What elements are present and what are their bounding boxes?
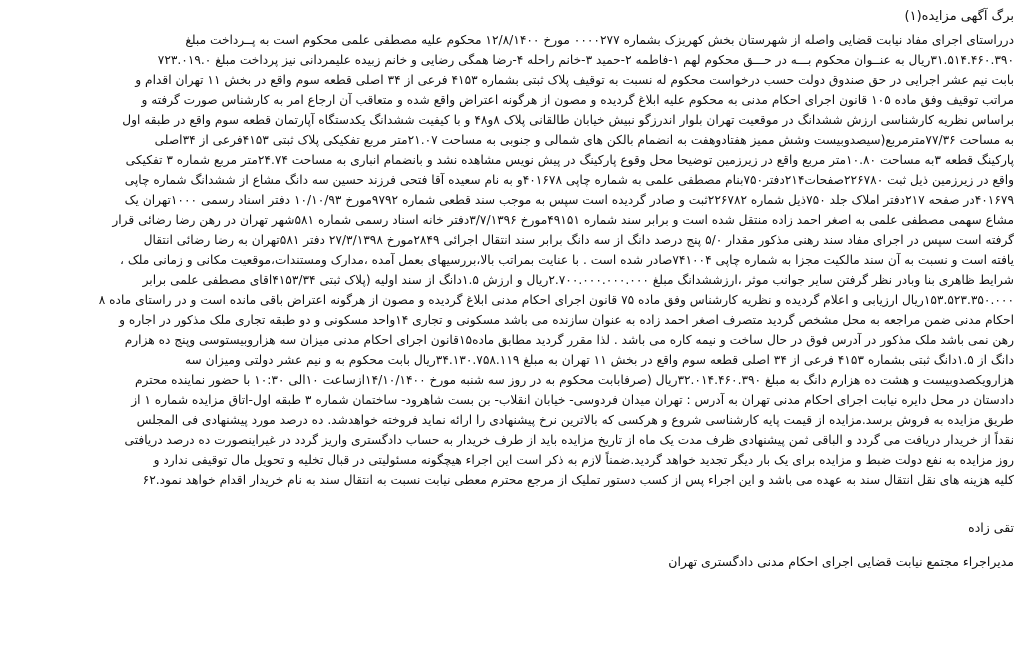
- issuer-title: مدیراجراء مجتمع نیابت قضایی اجرای احکام مدنی دادگستری تهران: [668, 554, 1014, 569]
- notice-line: طریق مزایده به فروش برسد.مزایده از قیمت پایه کارشناسی شروع و هرکسی که بالاترین نرخ پیشنهادی را ارائه نماید فروخته خواهدشد. ده درصد مورد پیشنهادی فی المجلس: [136, 413, 1014, 427]
- notice-line: یافته است و نسبت به آن سند مالکیت مجزا به شماره چاپی ۷۴۱۰۰۴صادر شده است . با عنایت بمراتب بالا،بررسیهای بعمل آمده ،مدارک ومستندات،موقعیت مکانی و زمانی ملک ،: [120, 253, 1014, 267]
- notice-title: برگ آگهی مزایده(۱): [904, 9, 1014, 24]
- notice-line: رهن نمی باشد ملک مذکور در آدرس فوق در حال ساخت و نیمه کاره می باشد . لذا مقرر گردید مطابق ماده۱۵قانون اجرای احکام مدنی میزان سه هزاروبیستوسی وپنج ده هزارم: [124, 333, 1014, 347]
- notice-line: گرفته است سپس در اجرای مفاد سند رهنی مذکور مقدار ۵/۰ پنج درصد دانگ از سه دانگ برابر سند انتقال اجرائی ۲۸۴۹مورخ ۲۷/۳/۱۳۹۸ دفتر ۵۸۱تهران به رضا رضائی انتقال: [143, 233, 1014, 247]
- notice-line: واقع در زیرزمین ذیل ثبت ۲۲۶۷۸۰صفحات۲۱۴دفتر۷۵۰بنام مصطفی علمی به شماره چاپی ۴۰۱۶۷۸و به نام سعیده آقا فتحی فرزند حسین سه دانگ مشاع از ششدانگ شماره چاپی: [124, 173, 1014, 187]
- notice-line: دانگ از ۱.۵دانگ ثبتی بشماره ۴۱۵۳ فرعی از ۳۴ اصلی قطعه سوم واقع در بخش ۱۱ تهران به مبلغ ۳۴.۱۳۰.۷۵۸.۱۱۹ریال بابت محکوم به و نیم عشر دولتی ومیزان سه: [185, 353, 1014, 367]
- notice-line: ۳۱.۵۱۴.۴۶۰.۳۹۰ریال به عنــوان محکوم بـــه در حـــق محکوم لهم ۱-فاطمه ۲-حمید ۳-خانم راحله ۴-رضا همگی رضایی و خانم زبیده علیمردانی نیز پرداخت مبلغ ۷۲۳.۰۱۹.۰: [157, 53, 1014, 67]
- notice-line: درراستای اجرای مفاد نیابت قضایی واصله از شهرستان بخش کهریزک بشماره ۰۰۰۰۲۷۷ مورخ ۱۲/۸/۱۴۰۰ محکوم علیه مصطفی علمی محکوم است به پــرداخت مبلغ: [185, 33, 1014, 47]
- notice-line: ۱۵۳.۵۲۳.۳۵۰.۰۰۰ریال ارزیابی و اعلام گردیده و نظریه کارشناس وفق ماده ۷۵ قانون اجرای احکام مدنی ابلاغ گردیده و مصون از هرگونه اعتراض باقی مانده است و در راستای ماده ۸: [98, 293, 1014, 307]
- notice-line: ۴۰۱۶۷۹در صفحه ۲۱۷دفتر املاک جلد ۷۵۰ذیل شماره ۲۲۶۷۸۲ثبت و صادر گردیده است سپس به موجب سند قطعی شماره ۹۷۹۲مورخ ۱۰/۱۰/۹۳ دفتر اسناد رسمی ۱۰۰۰تهران یک: [124, 193, 1014, 207]
- notice-line: هزارویکصدوبیست و هشت ده هزارم دانگ به مبلغ ۳۲.۰۱۴.۴۶۰.۳۹۰ریال (صرفابابت محکوم به در روز سه شنبه مورخ ۱۴/۱۰/۱۴۰۰ازساعت ۱۰الی ۱۰:۳۰ با حضور نماینده محترم: [134, 373, 1014, 387]
- notice-line: مشاع سهمی مصطفی علمی به اصغر احمد زاده منتقل شده است و برابر سند شماره ۴۹۱۵۱مورخ ۳/۷/۱۳۹۶دفتر خانه اسناد رسمی شماره ۵۸۱شهر تهران در رهن رضا رضائی قرار: [112, 213, 1014, 227]
- notice-line: پارکینگ قطعه ۳به مساحت ۱۰.۸۰متر مربع واقع در زیرزمین توضیحا محل وقوع پارکینگ در پیش نویس مشاهده نشد و بانضمام انباری به مساحت ۲۴.۷۴متر مربع شماره ۳ تفکیکی: [125, 153, 1014, 167]
- notice-line: احکام مدنی ضمن مراجعه به محل مشخص گردید متصرف اصغر احمد زاده به عنوان سازنده می باشد مسکونی و تجاری ۱۴واحد مسکونی و دو طبقه تجاری ملک مذکور در اجاره و: [119, 313, 1014, 327]
- signature-name: تقی زاده: [968, 520, 1014, 535]
- notice-line: مراتب توقیف وفق ماده ۱۰۵ قانون اجرای احکام مدنی به محکوم علیه ابلاغ گردیده و مصون از هرگونه اعتراض واقع شده و متعاقب آن ارجاع امر به کارشناس صورت گرفته و: [141, 93, 1014, 107]
- notice-line: نقداً از خریدار دریافت می گردد و الباقی ثمن پیشنهادی ظرف مدت یک ماه از تاریخ مزایده باید از طرف خریدار به حساب دادگستری واریز گردد در غیراینصورت ده درصد دریافتی: [124, 433, 1014, 447]
- notice-line: کلیه هزینه های نقل انتقال سند به عهده می باشد و این اجراء پس از کسب دستور تملیک از مرجع محترم معطی نیابت نسبت به انتقال سند به نام خریدار اقدام خواهد نمود.۶۲: [142, 473, 1014, 487]
- notice-line: دادستان در محل دایره نیابت اجرای احکام مدنی تهران به آدرس : تهران میدان فردوسی- خیابان انقلاب- بن بست شاهرود- ساختمان شماره ۳ طبقه اول-اتاق مزایده شماره ۱ از: [131, 393, 1014, 407]
- notice-line: روز مزایده به نفع دولت ضبط و مزایده برای یک بار دیگر تجدید خواهد گردید.ضمناً لازم به ذکر است این اجراء هیچگونه مسئولیتی در قبال تخلیه و تحویل مال توقیفی ندارد و: [153, 453, 1014, 467]
- notice-line: به مساحت ۷۷/۳۶مترمربع(سیصدوبیست وشش ممیز هفتادوهفت به انضمام بالکن های شمالی و جنوبی به مساحت ۲۱.۰۷متر مربع تفکیکی پلاک ثبتی ۴۱۵۳فرعی از ۳۴اصلی: [154, 133, 1014, 147]
- notice-body: [10, 30, 1014, 490]
- notice-line: براساس نظریه کارشناسی ارزش ششدانگ در موقعیت تهران بلوار اندرزگو نبیش خیابان طالقانی پلاک ۸و۴۸ و با کیفیت ششدانگ یکدستگاه آپارتمان قطعه سوم واقع در طبقه اول: [122, 113, 1014, 127]
- notice-line: بابت نیم عشر اجرایی در حق صندوق دولت حسب درخواست محکوم له نسبت به توقیف پلاک ثبتی بشماره ۴۱۵۳ فرعی از ۳۴ اصلی قطعه سوم واقع در بخش ۱۱ تهران اقدام و: [135, 73, 1014, 87]
- notice-line: شرایط ظاهری بنا وبادر نظر گرفتن سایر جوانب موثر ،ارزششدانگ مبلغ ۲.۷۰۰.۰۰۰.۰۰۰.۰۰۰ریال و ارزش ۱.۵دانگ از سند اولیه (پلاک ثبتی ۴۱۵۳/۳۴اقای مصطفی علمی برابر: [142, 273, 1014, 287]
